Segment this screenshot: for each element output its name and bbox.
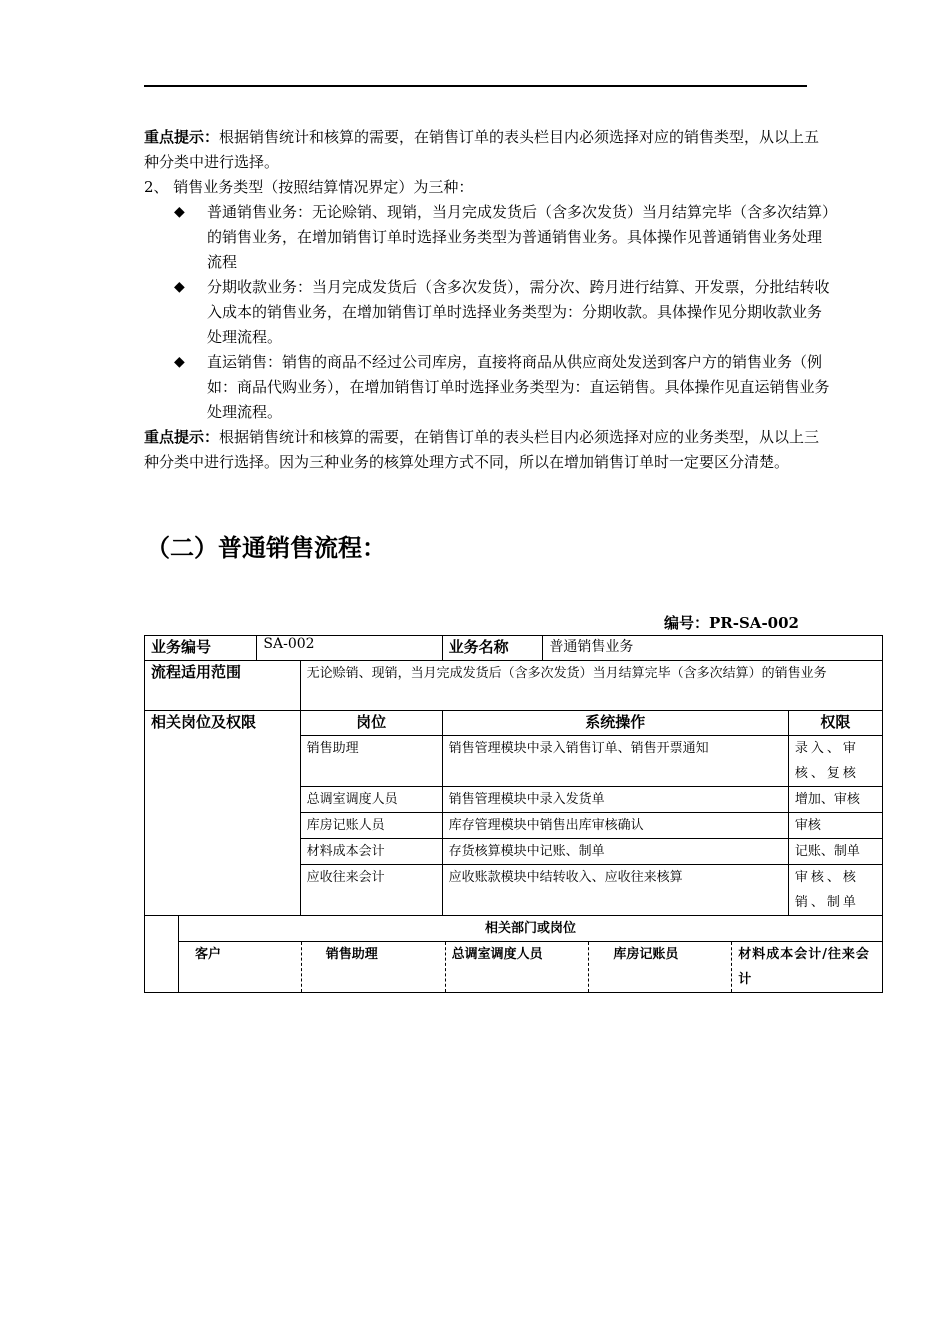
col-perm-header: 权限 — [788, 711, 882, 736]
flow-side-column — [145, 916, 179, 993]
flow-col-dispatcher: 总调室调度人员 — [445, 942, 589, 993]
scope-value: 无论赊销、现销，当月完成发货后（含多次发货）当月结算完毕（含多次结算）的销售业务 — [300, 661, 882, 711]
biz-name-label: 业务名称 — [442, 636, 543, 661]
role-perm: 录入、审核、复核 — [788, 736, 882, 787]
bullet-item: 分期收款业务：当月完成发货后（含多次发货），需分次、跨月进行结算、开发票，分批结转收入成本的销售业务，在增加销售订单时选择业务类型为：分期收款。具体操作见分期收款业务处理流程。 — [207, 278, 830, 346]
diamond-bullet-icon: ◆ — [174, 204, 185, 220]
role-post: 销售助理 — [300, 736, 442, 787]
role-post: 材料成本会计 — [300, 839, 442, 865]
flow-chart-table — [144, 915, 883, 993]
bullet-item: 直运销售：销售的商品不经过公司库房，直接将商品从供应商处发送到客户方的销售业务（例如：商品代购业务），在增加销售订单时选择业务类型为：直运销售。具体操作见直运销售业务处理流程。 — [207, 353, 830, 421]
bullet-item: 普通销售业务：无论赊销、现销，当月完成发货后（含多次发货）当月结算完毕（含多次结算）的销售业务，在增加销售订单时选择业务类型为普通销售业务。具体操作见普通销售业务处理流程 — [207, 203, 830, 271]
role-post: 总调室调度人员 — [300, 787, 442, 813]
role-perm: 审核 — [788, 813, 882, 839]
flow-col-sales-assistant: 销售助理 — [301, 942, 445, 993]
flow-col-cost-accountant: 材料成本会计/往来会计 — [732, 942, 883, 993]
diamond-bullet-icon: ◆ — [174, 354, 185, 370]
header-rule — [144, 85, 807, 87]
role-post: 库房记账人员 — [300, 813, 442, 839]
role-op: 销售管理模块中录入销售订单、销售开票通知 — [442, 736, 788, 787]
sales-type-intro: 2、 销售业务类型（按照结算情况界定）为三种： — [144, 178, 474, 196]
role-op: 应收账款模块中结转收入、应收往来核算 — [442, 865, 788, 916]
col-op-header: 系统操作 — [442, 711, 788, 736]
role-perm: 审核、核销、制单 — [788, 865, 882, 916]
role-op: 销售管理模块中录入发货单 — [442, 787, 788, 813]
diamond-bullet-icon: ◆ — [174, 279, 185, 295]
role-op: 库存管理模块中销售出库审核确认 — [442, 813, 788, 839]
key-note-label: 重点提示： — [144, 428, 220, 446]
biz-no-value: SA-002 — [257, 636, 442, 661]
section-heading: （二）普通销售流程： — [146, 534, 386, 562]
role-perm: 记账、制单 — [788, 839, 882, 865]
scope-label: 流程适用范围 — [145, 661, 301, 711]
role-op: 存货核算模块中记账、制单 — [442, 839, 788, 865]
key-note-label: 重点提示： — [144, 128, 220, 146]
key-note-text: 根据销售统计和核算的需要，在销售订单的表头栏目内必须选择对应的业务类型，从以上三种分类中进行选择。因为三种业务的核算处理方式不同，所以在增加销售订单时一定要区分清楚。 — [144, 428, 820, 471]
key-note-text: 根据销售统计和核算的需要，在销售订单的表头栏目内必须选择对应的销售类型，从以上五种分类中进行选择。 — [144, 128, 820, 171]
role-perm: 增加、审核 — [788, 787, 882, 813]
doc-code: 编号：PR-SA-002 — [664, 614, 799, 632]
biz-no-label: 业务编号 — [145, 636, 257, 661]
flow-col-customer: 客户 — [178, 942, 301, 993]
role-post: 应收往来会计 — [300, 865, 442, 916]
roles-label: 相关岗位及权限 — [145, 711, 301, 916]
flow-title: 相关部门或岗位 — [178, 916, 882, 942]
col-post-header: 岗位 — [300, 711, 442, 736]
key-note-2 — [144, 425, 834, 475]
key-note-1 — [144, 125, 834, 175]
process-info-table — [144, 635, 883, 916]
biz-name-value: 普通销售业务 — [543, 636, 883, 661]
flow-col-warehouse-clerk: 库房记账员 — [589, 942, 732, 993]
